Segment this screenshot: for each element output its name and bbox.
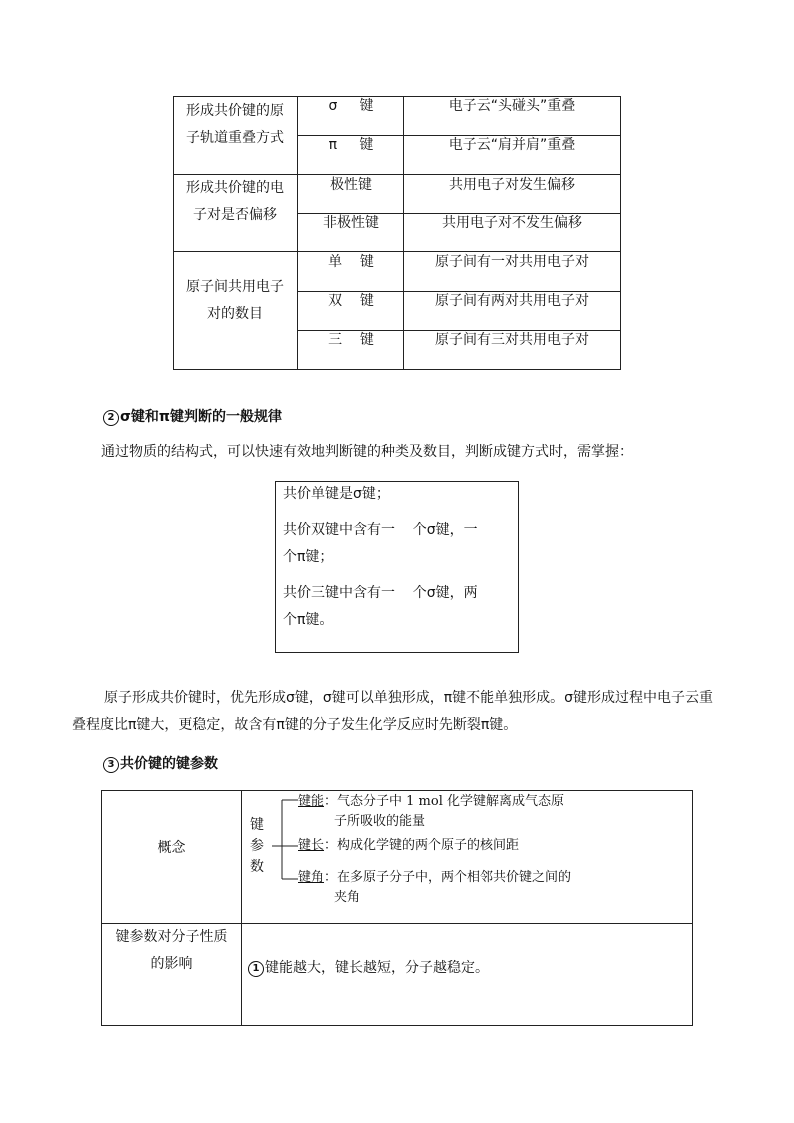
bond-type-cell: σ 键 [328, 98, 374, 114]
bond-type-cell: 非极性键 [323, 215, 379, 231]
rule-line: 共价双键中含有一 个σ键，一 [283, 522, 478, 538]
bond-type-cell: 双 键 [328, 293, 374, 309]
rule-box [275, 481, 519, 653]
section-heading [103, 753, 218, 773]
bracket-label: 键 参 数 [250, 817, 264, 875]
bond-parameters-table [101, 790, 693, 1026]
description-cell: 原子间有三对共用电子对 [435, 332, 589, 348]
bond-type-cell: 三 键 [328, 332, 374, 348]
circled-number: 1 [248, 961, 264, 977]
section-title: 共价键的键参数 [120, 756, 218, 772]
explanation-line-2: 叠程度比π键大，更稳定，故含有π键的分子发生化学反应时先断裂π键。 [72, 717, 518, 733]
description-cell: 电子云“肩并肩”重叠 [448, 137, 576, 153]
concept-label: 概念 [157, 840, 186, 856]
bond-type-cell: 单 键 [328, 254, 374, 270]
param-bond-energy: 键能：气态分子中 1 mol 化学键解离成气态原 子所吸收的能量 [298, 794, 564, 829]
bracket-lines [262, 791, 302, 891]
effect-statement: 1 键能越大，键长越短，分子越稳定。 [248, 957, 489, 977]
param-name: 键能 [298, 794, 325, 809]
rule-line: 共价三键中含有一 个σ键，两 [283, 585, 478, 601]
rule-line: 个π键。 [283, 612, 334, 628]
intro-paragraph: 通过物质的结构式，可以快速有效地判断键的种类及数目，判断成键方式时，需掌握： [101, 444, 633, 460]
description-cell: 共用电子对发生偏移 [449, 177, 575, 193]
circled-number: 3 [103, 757, 119, 773]
description-cell: 共用电子对不发生偏移 [442, 215, 582, 231]
description-cell: 电子云“头碰头”重叠 [448, 98, 576, 114]
bond-type-cell: π 键 [328, 137, 374, 153]
param-name: 键长 [298, 838, 325, 853]
rule-line: 共价单键是σ键； [283, 486, 390, 502]
category-cell: 形成共价键的原 子轨道重叠方式 [186, 103, 284, 146]
section-title: σ键和π键判断的一般规律 [120, 409, 282, 425]
param-name: 键角 [298, 870, 325, 885]
circled-number: 2 [103, 410, 119, 426]
description-cell: 原子间有一对共用电子对 [435, 254, 589, 270]
bond-types-table [173, 96, 621, 370]
effect-label: 键参数对分子性质 的影响 [115, 929, 228, 972]
section-heading [103, 406, 282, 426]
category-cell: 原子间共用电子 对的数目 [186, 279, 284, 322]
param-bond-angle: 键角：在多原子分子中，两个相邻共价键之间的 夹角 [298, 870, 572, 905]
bond-type-cell: 极性键 [330, 177, 372, 193]
description-cell: 原子间有两对共用电子对 [435, 293, 589, 309]
explanation-line-1: 原子形成共价键时，优先形成σ键，σ键可以单独形成，π键不能单独形成。σ键形成过程中电子云重 [104, 690, 714, 706]
category-cell: 形成共价键的电 子对是否偏移 [186, 180, 284, 223]
rule-line: 个π键； [283, 549, 334, 565]
param-bond-length: 键长：构成化学键的两个原子的核间距 [298, 838, 520, 853]
